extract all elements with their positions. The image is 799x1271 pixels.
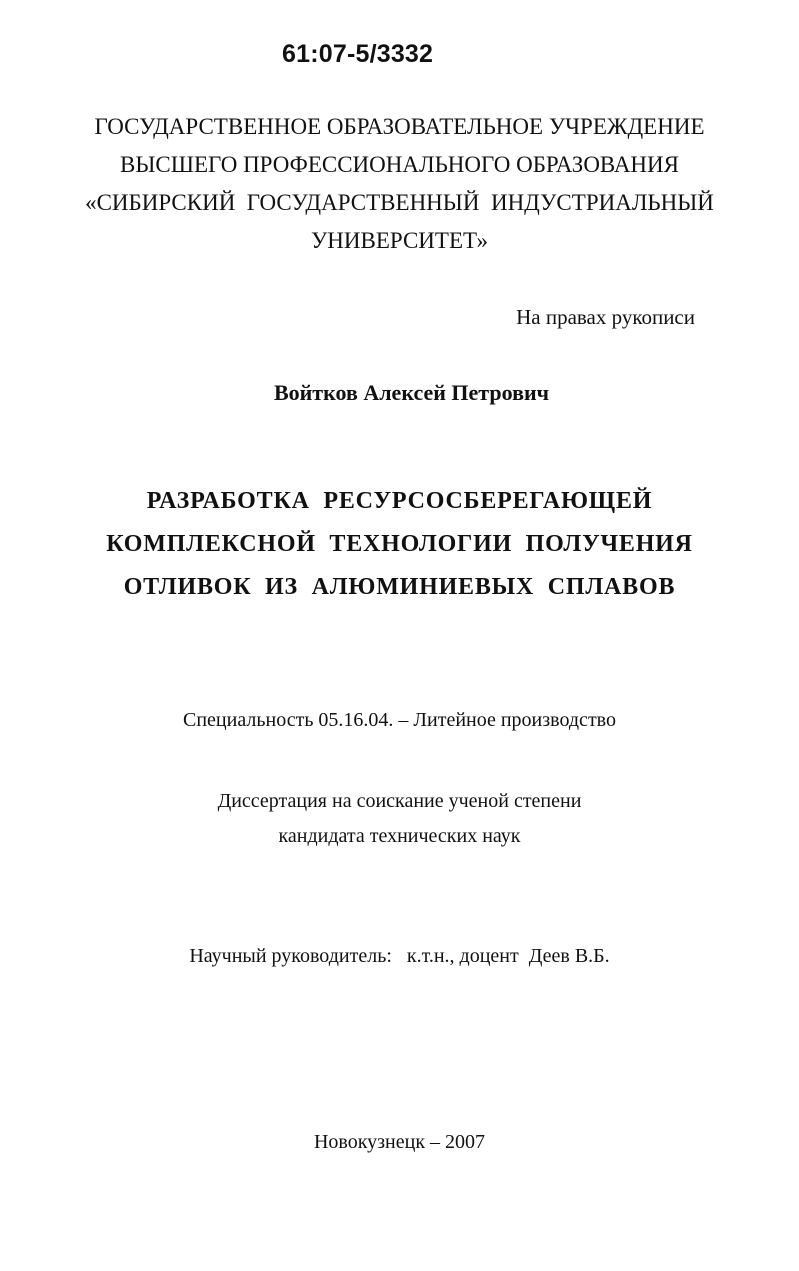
institution-line: ВЫСШЕГО ПРОФЕССИОНАЛЬНОГО ОБРАЗОВАНИЯ — [120, 152, 679, 177]
degree-line: кандидата технических наук — [278, 825, 521, 847]
author-name: Войтков Алексей Петрович — [273, 380, 550, 405]
degree-line: Диссертация на соискание ученой степени — [217, 790, 582, 812]
institution-line: УНИВЕРСИТЕТ» — [311, 228, 488, 253]
institution-line: «СИБИРСКИЙ ГОСУДАРСТВЕННЫЙ ИНДУСТРИАЛЬНЫЙ — [85, 190, 714, 215]
institution-name — [0, 108, 799, 260]
city-year: Новокузнецк – 2007 — [313, 1131, 486, 1153]
degree-statement — [0, 784, 799, 854]
specialty: Специальность 05.16.04. – Литейное производство — [183, 709, 616, 731]
scientific-supervisor: Научный руководитель: к.т.н., доцент Деев В.Б. — [189, 945, 610, 967]
title-line: КОМПЛЕКСНОЙ ТЕХНОЛОГИИ ПОЛУЧЕНИЯ — [106, 531, 693, 557]
institution-line: ГОСУДАРСТВЕННОЕ ОБРАЗОВАТЕЛЬНОЕ УЧРЕЖДЕНИЕ — [94, 114, 705, 139]
manuscript-note: На правах рукописи — [516, 305, 695, 329]
archive-code: 61:07-5/3332 — [282, 40, 434, 68]
title-line: РАЗРАБОТКА РЕСУРСОСБЕРЕГАЮЩЕЙ — [146, 488, 653, 514]
title-line: ОТЛИВОК ИЗ АЛЮМИНИЕВЫХ СПЛАВОВ — [123, 574, 676, 600]
dissertation-title — [0, 480, 799, 609]
